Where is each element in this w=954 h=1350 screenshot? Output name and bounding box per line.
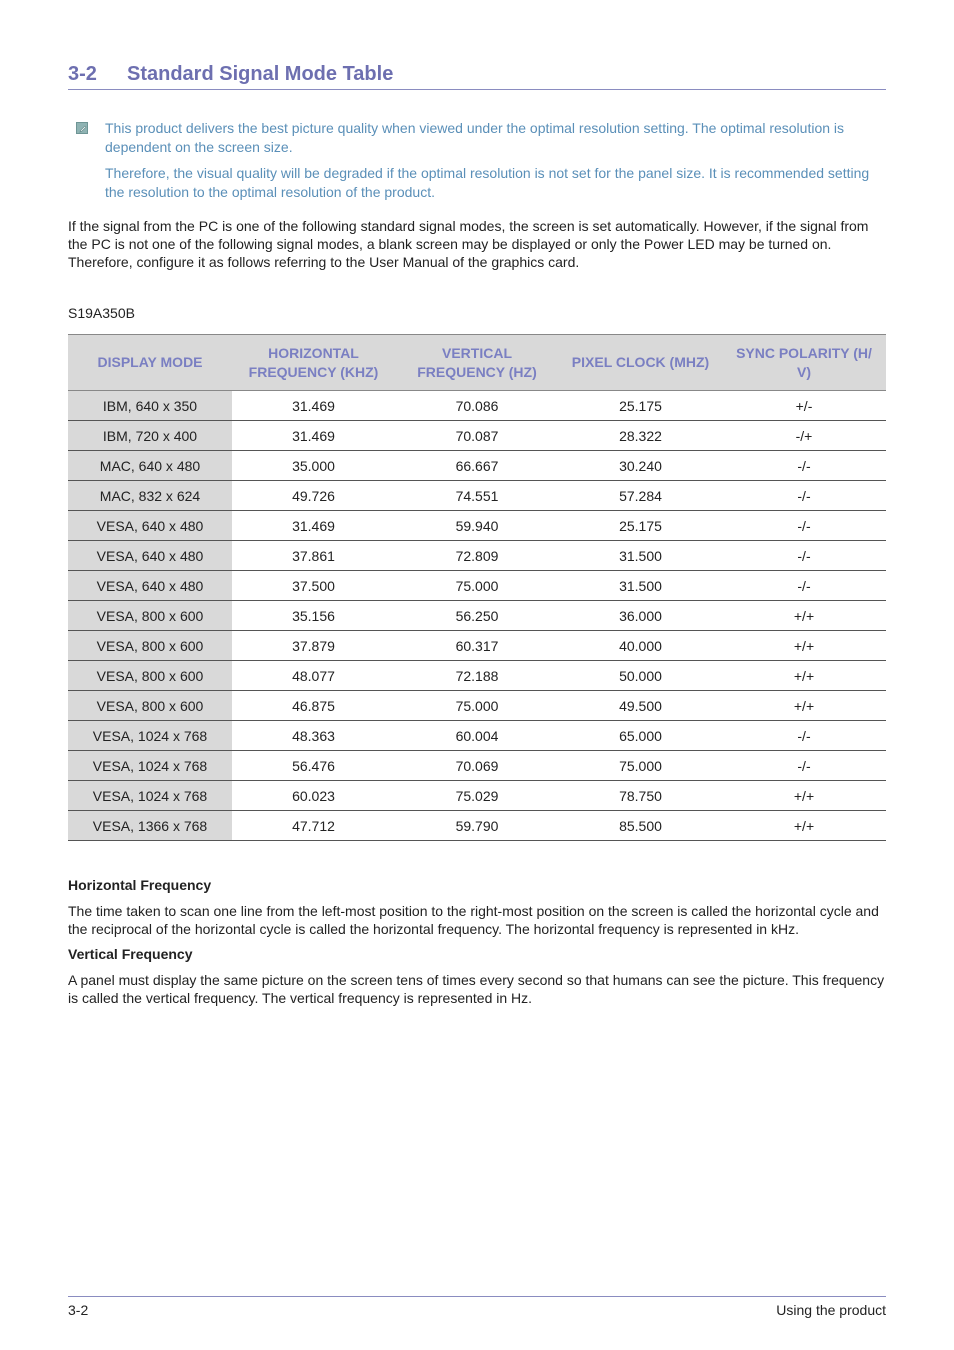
table-cell: 78.750 — [559, 781, 722, 811]
table-cell: 31.500 — [559, 571, 722, 601]
column-header: HORIZONTAL FREQUENCY (KHZ) — [232, 335, 395, 391]
table-cell: 48.077 — [232, 661, 395, 691]
column-header: DISPLAY MODE — [68, 335, 232, 391]
table-cell: 35.000 — [232, 451, 395, 481]
table-cell: +/- — [722, 391, 886, 421]
table-cell: 70.086 — [395, 391, 559, 421]
note-paragraph-1: This product delivers the best picture quality when viewed under the optimal resolution setting. The optimal resolution is dependent on the screen size. — [105, 120, 845, 155]
table-row — [68, 751, 886, 781]
column-header: PIXEL CLOCK (MHZ) — [559, 335, 722, 391]
table-cell: 31.469 — [232, 391, 395, 421]
table-row — [68, 661, 886, 691]
note-icon — [76, 122, 88, 134]
table-cell: 85.500 — [559, 811, 722, 841]
table-cell: 40.000 — [559, 631, 722, 661]
table-cell: VESA, 640 x 480 — [68, 571, 232, 601]
chapter-name: Using the product — [776, 1302, 886, 1318]
horizontal-frequency-text: The time taken to scan one line from the left-most position to the right-most position on the screen is called the horizontal cycle and the reciprocal of the horizontal cycle is called the horizontal frequency. The horizontal frequency is represented in kHz. — [68, 903, 879, 937]
table-cell: 75.000 — [559, 751, 722, 781]
table-cell: 36.000 — [559, 601, 722, 631]
table-cell: 37.861 — [232, 541, 395, 571]
table-cell: -/- — [722, 751, 886, 781]
table-cell: -/+ — [722, 421, 886, 451]
table-cell: 50.000 — [559, 661, 722, 691]
table-cell: MAC, 640 x 480 — [68, 451, 232, 481]
intro-paragraph: If the signal from the PC is one of the following standard signal modes, the screen is set automatically. However, if the signal from the PC is not one of the following signal modes, a blank screen may be displayed or only the Power LED may be turned on. Therefore, configure it as follows referring to the User Manual of the graphics card. — [68, 218, 869, 270]
horizontal-frequency-heading: Horizontal Frequency — [68, 877, 212, 893]
table-cell: 66.667 — [395, 451, 559, 481]
table-cell: +/+ — [722, 601, 886, 631]
table-cell: 70.087 — [395, 421, 559, 451]
table-cell: 48.363 — [232, 721, 395, 751]
table-cell: 59.940 — [395, 511, 559, 541]
table-cell: VESA, 800 x 600 — [68, 601, 232, 631]
table-row — [68, 541, 886, 571]
table-header-row — [68, 335, 886, 391]
table-cell: 46.875 — [232, 691, 395, 721]
table-cell: -/- — [722, 541, 886, 571]
table-cell: 31.469 — [232, 511, 395, 541]
table-cell: VESA, 800 x 600 — [68, 661, 232, 691]
table-cell: 49.500 — [559, 691, 722, 721]
signal-mode-table — [68, 334, 886, 841]
table-cell: VESA, 800 x 600 — [68, 691, 232, 721]
table-cell: 74.551 — [395, 481, 559, 511]
table-row — [68, 721, 886, 751]
table-cell: VESA, 800 x 600 — [68, 631, 232, 661]
table-row — [68, 631, 886, 661]
table-cell: 47.712 — [232, 811, 395, 841]
table-cell: 35.156 — [232, 601, 395, 631]
table-row — [68, 691, 886, 721]
table-cell: MAC, 832 x 624 — [68, 481, 232, 511]
vertical-frequency-heading: Vertical Frequency — [68, 946, 193, 962]
table-cell: 60.004 — [395, 721, 559, 751]
table-cell: VESA, 1024 x 768 — [68, 781, 232, 811]
table-cell: VESA, 1366 x 768 — [68, 811, 232, 841]
table-row — [68, 391, 886, 421]
table-cell: 70.069 — [395, 751, 559, 781]
table-cell: -/- — [722, 721, 886, 751]
table-cell: -/- — [722, 571, 886, 601]
column-header: VERTICAL FREQUENCY (HZ) — [395, 335, 559, 391]
table-cell: 37.500 — [232, 571, 395, 601]
table-row — [68, 781, 886, 811]
column-header: SYNC POLARITY (H/ V) — [722, 335, 886, 391]
table-cell: 31.500 — [559, 541, 722, 571]
table-cell: 59.790 — [395, 811, 559, 841]
page-footer — [68, 1296, 886, 1321]
table-cell: -/- — [722, 511, 886, 541]
table-cell: 60.317 — [395, 631, 559, 661]
table-row — [68, 511, 886, 541]
table-cell: IBM, 640 x 350 — [68, 391, 232, 421]
section-number: 3-2 — [68, 63, 97, 85]
table-cell: 72.809 — [395, 541, 559, 571]
table-row — [68, 481, 886, 511]
page-number: 3-2 — [68, 1302, 89, 1318]
table-cell: VESA, 640 x 480 — [68, 511, 232, 541]
table-cell: +/+ — [722, 811, 886, 841]
table-cell: 25.175 — [559, 511, 722, 541]
table-cell: VESA, 1024 x 768 — [68, 721, 232, 751]
table-cell: +/+ — [722, 781, 886, 811]
table-cell: 56.476 — [232, 751, 395, 781]
table-cell: 57.284 — [559, 481, 722, 511]
table-cell: 28.322 — [559, 421, 722, 451]
table-cell: 49.726 — [232, 481, 395, 511]
table-cell: 56.250 — [395, 601, 559, 631]
table-cell: 60.023 — [232, 781, 395, 811]
table-cell: 65.000 — [559, 721, 722, 751]
table-row — [68, 571, 886, 601]
table-row — [68, 451, 886, 481]
table-cell: +/+ — [722, 631, 886, 661]
table-row — [68, 421, 886, 451]
table-cell: IBM, 720 x 400 — [68, 421, 232, 451]
table-cell: -/- — [722, 451, 886, 481]
table-cell: 75.000 — [395, 571, 559, 601]
section-title: Standard Signal Mode Table — [127, 63, 394, 85]
table-row — [68, 811, 886, 841]
note-paragraph-2: Therefore, the visual quality will be degraded if the optimal resolution is not set for the panel size. It is recommended setting the resolution to the optimal resolution of the product. — [105, 165, 870, 200]
table-cell: -/- — [722, 481, 886, 511]
table-cell: 25.175 — [559, 391, 722, 421]
table-cell: 30.240 — [559, 451, 722, 481]
table-cell: VESA, 1024 x 768 — [68, 751, 232, 781]
vertical-frequency-text: A panel must display the same picture on the screen tens of times every second so that humans can see the picture. This frequency is called the vertical frequency. The vertical frequency is represented in Hz. — [68, 972, 885, 1006]
table-cell: 72.188 — [395, 661, 559, 691]
table-cell: 75.000 — [395, 691, 559, 721]
table-cell: +/+ — [722, 691, 886, 721]
table-cell: 37.879 — [232, 631, 395, 661]
section-heading — [68, 60, 886, 90]
table-cell: VESA, 640 x 480 — [68, 541, 232, 571]
model-name: S19A350B — [68, 305, 135, 321]
table-cell: 75.029 — [395, 781, 559, 811]
table-row — [68, 601, 886, 631]
table-cell: +/+ — [722, 661, 886, 691]
table-cell: 31.469 — [232, 421, 395, 451]
